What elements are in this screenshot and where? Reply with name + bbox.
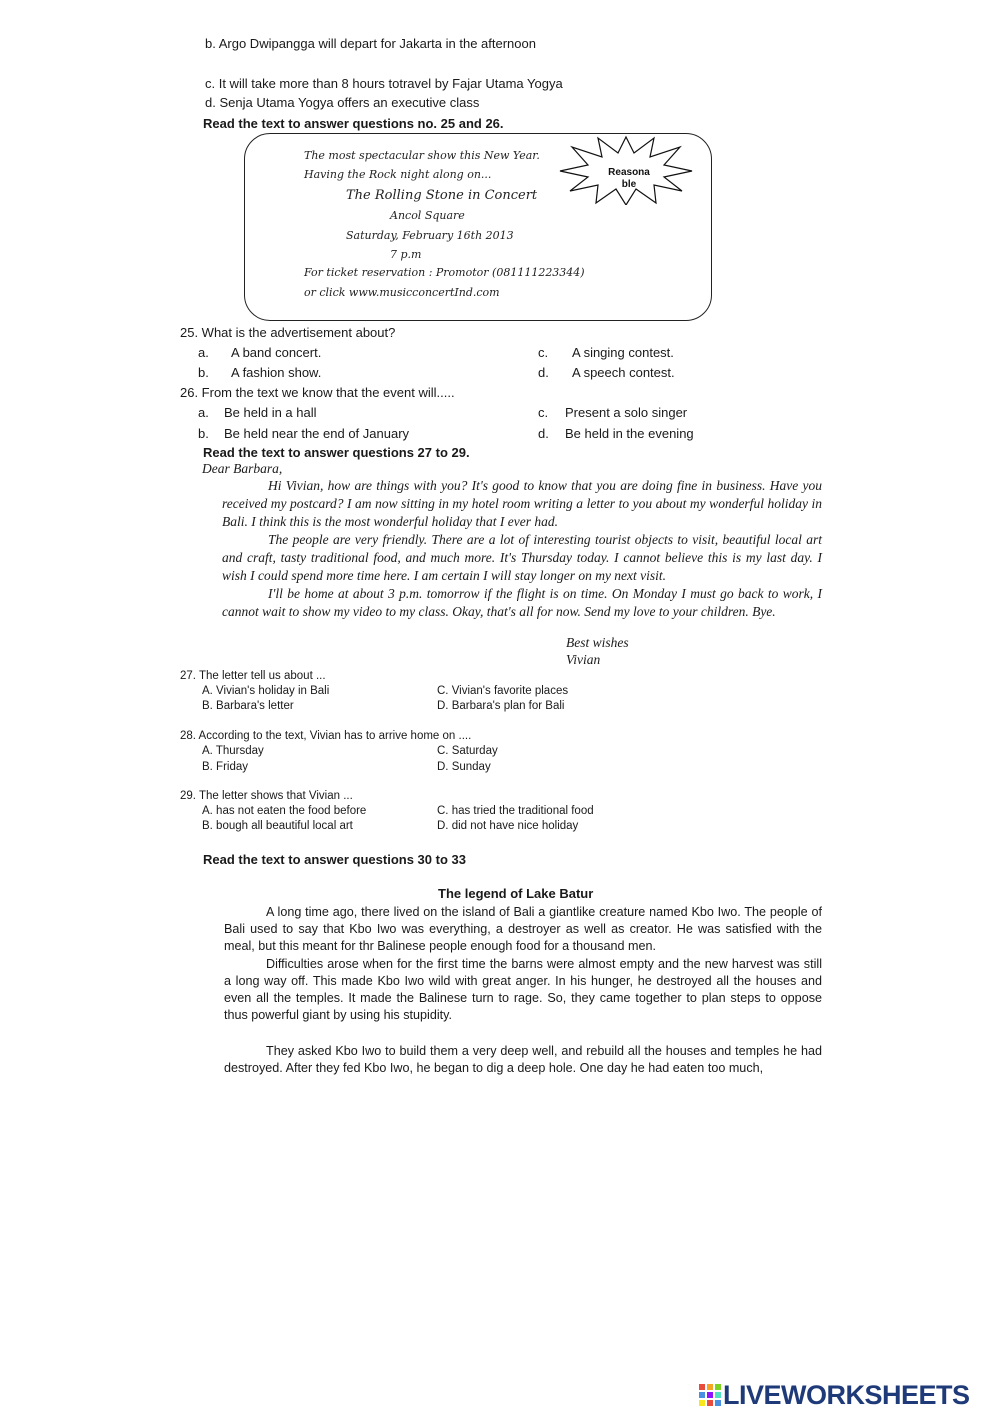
q25-option-c: A singing contest.	[572, 345, 674, 360]
q29-option-c: C. has tried the traditional food	[437, 805, 594, 817]
question-29: 29. The letter shows that Vivian ...	[180, 790, 353, 802]
ad-title: The Rolling Stone in Concert	[346, 188, 538, 203]
q27-option-a: A. Vivian's holiday in Bali	[202, 685, 330, 697]
legend-p3-text: They asked Kbo Iwo to build them a very deep well, and rebuild all the houses and temples he had destroyed. After they fed Kbo Iwo, he began to dig a deep hole. One day he had eaten too much,	[224, 1044, 822, 1075]
q26-c-letter: c.	[538, 405, 549, 420]
q25-option-b: A fashion show.	[231, 365, 322, 380]
q27-option-d: D. Barbara's plan for Bali	[437, 700, 565, 712]
q27-option-b: B. Barbara's letter	[202, 700, 294, 712]
question-28: 28. According to the text, Vivian has to arrive home on ....	[180, 730, 472, 742]
instruction-27-29: Read the text to answer questions 27 to 29.	[203, 445, 470, 460]
q26-a-letter: a.	[198, 405, 209, 420]
q29-option-b: B. bough all beautiful local art	[202, 820, 353, 832]
question-25: 25. What is the advertisement about?	[180, 325, 396, 340]
letter-p3-text: I'll be home at about 3 p.m. tomorrow if the flight is on time. On Monday I must go back to work, I cannot wait to show my video to my class. Okay, that's all for now. Send my love to your children. Bye.	[222, 586, 822, 619]
letter-greeting: Dear Barbara,	[202, 461, 283, 476]
option-24d: d. Senja Utama Yogya offers an executive class	[205, 95, 480, 110]
ad-line2: Having the Rock night along on...	[304, 168, 492, 181]
ad-reservation: For ticket reservation : Promotor (081111223344)	[304, 266, 585, 279]
ad-line1: The most spectacular show this New Year.	[304, 149, 540, 162]
question-26: 26. From the text we know that the event will.....	[180, 385, 455, 400]
liveworksheets-grid-icon	[699, 1384, 721, 1406]
letter-paragraph-2	[222, 531, 822, 585]
q25-d-letter: d.	[538, 365, 549, 380]
q29-option-d: D. did not have nice holiday	[437, 820, 579, 832]
letter-signature: Vivian	[566, 652, 601, 667]
q25-a-letter: a.	[198, 345, 209, 360]
instruction-25-26: Read the text to answer questions no. 25 and 26.	[203, 116, 504, 131]
q28-option-d: D. Sunday	[437, 761, 491, 773]
q26-d-letter: d.	[538, 426, 549, 441]
q26-option-a: Be held in a hall	[224, 405, 317, 420]
q28-option-c: C. Saturday	[437, 745, 498, 757]
instruction-30-33: Read the text to answer questions 30 to 33	[203, 852, 466, 867]
option-24b: b. Argo Dwipangga will depart for Jakarta in the afternoon	[205, 36, 536, 51]
ad-website: or click www.musicconcertInd.com	[304, 286, 500, 299]
q26-option-c: Present a solo singer	[565, 405, 688, 420]
ad-date: Saturday, February 16th 2013	[346, 229, 514, 242]
letter-paragraph-1	[222, 477, 822, 531]
q26-option-b: Be held near the end of January	[224, 426, 410, 441]
legend-p1-text: A long time ago, there lived on the island of Bali a giantlike creature named Kbo Iwo. The people of Bali used to say that Kbo Iwo was everything, a destroyer as well as creator. He was satisfied with the meal, but this meant for thr Balinese people enough food for a thousand men.	[224, 905, 822, 953]
burst-text-1: Reasona	[608, 167, 650, 178]
q26-b-letter: b.	[198, 426, 209, 441]
starburst-badge-icon	[556, 135, 696, 205]
option-24c: c. It will take more than 8 hours totravel by Fajar Utama Yogya	[205, 76, 563, 91]
letter-p1-text: Hi Vivian, how are things with you? It's good to know that you are doing fine in business. Have you received my postcard? I am now sitting in my hotel room writing a letter to you about my wonderful holiday in Bali. I think this is the most wonderful holiday that I ever had.	[222, 478, 822, 529]
q25-c-letter: c.	[538, 345, 549, 360]
legend-p2-text: Difficulties arose when for the first time the barns were almost empty and the new harvest was still a long way off. This made Kbo Iwo wild with great anger. In his hunger, he destroyed all the houses and even all the temples. It made the Balinese turn to rage. So, they came together to plan steps to oppose thus powerful giant by using his stupidity.	[224, 957, 822, 1022]
legend-paragraph-1	[224, 904, 822, 955]
liveworksheets-wordmark: LIVEWORKSHEETS	[723, 1380, 970, 1410]
burst-text-2: ble	[621, 179, 637, 190]
q25-option-d: A speech contest.	[572, 365, 675, 380]
letter-closing: Best wishes	[566, 635, 629, 650]
q26-option-d: Be held in the evening	[565, 426, 694, 441]
legend-paragraph-2	[224, 956, 822, 1024]
legend-paragraph-3	[224, 1043, 822, 1077]
legend-title: The legend of Lake Batur	[438, 886, 594, 901]
letter-p2-text: The people are very friendly. There are a lot of interesting tourist objects to visit, beautiful local art and craft, tasty traditional food, and much more. It's Thursday today. I cannot believe this is my last day. I wish I could spend more time here. I am certain I will stay longer on my next visit.	[222, 532, 822, 583]
q28-option-b: B. Friday	[202, 761, 249, 773]
q29-option-a: A. has not eaten the food before	[202, 805, 367, 817]
ad-time: 7 p.m	[390, 248, 422, 261]
ad-place: Ancol Square	[390, 209, 465, 222]
q27-option-c: C. Vivian's favorite places	[437, 685, 569, 697]
letter-paragraph-3	[222, 585, 822, 621]
q25-option-a: A band concert.	[231, 345, 322, 360]
q28-option-a: A. Thursday	[202, 745, 264, 757]
question-27: 27. The letter tell us about ...	[180, 670, 326, 682]
q25-b-letter: b.	[198, 365, 209, 380]
